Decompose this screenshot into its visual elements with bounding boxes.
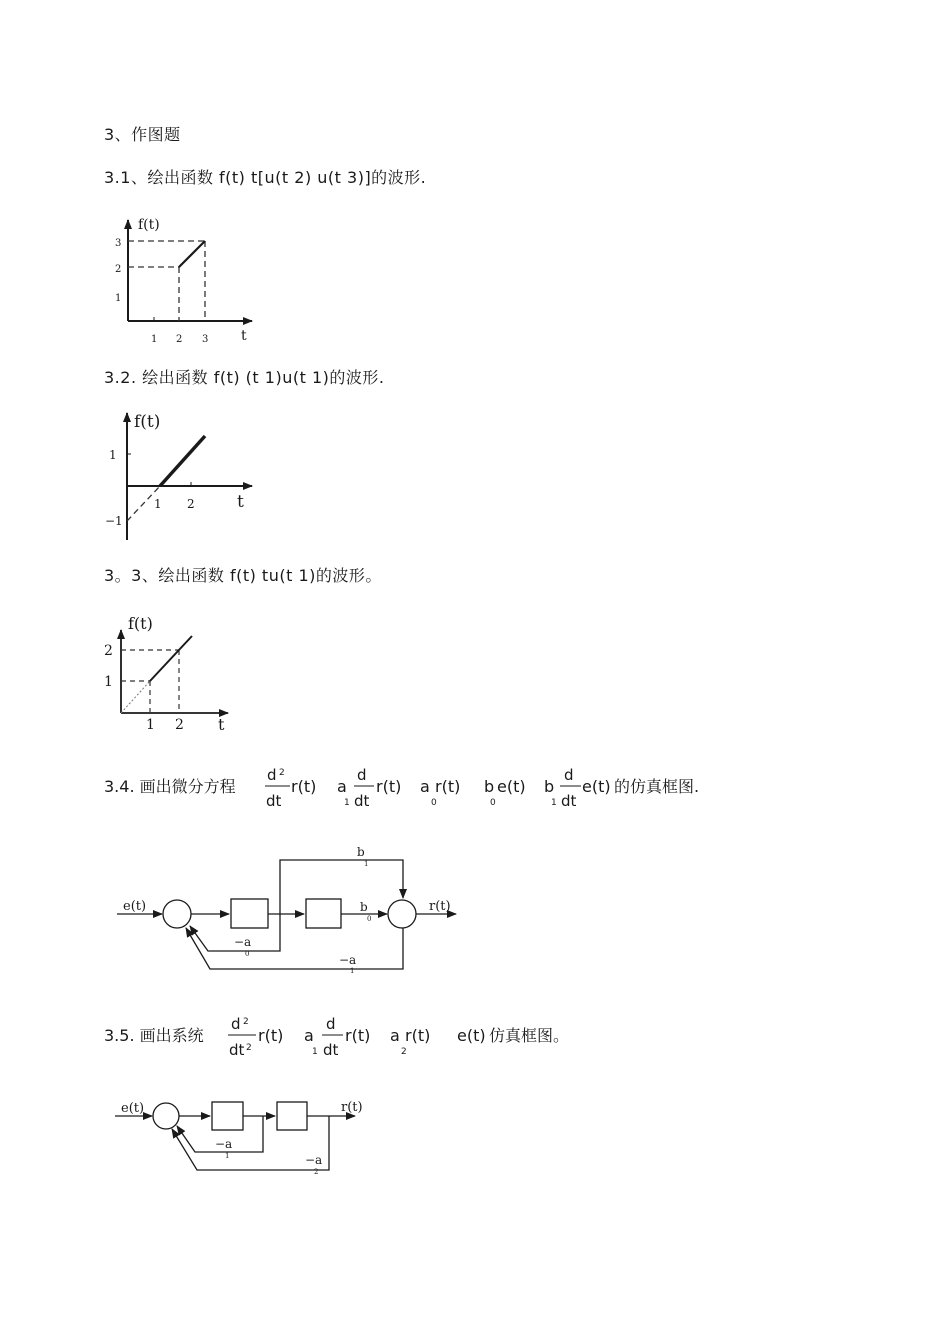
gain-sub: 2 bbox=[314, 1168, 319, 1176]
sub-1: 1 bbox=[312, 1047, 318, 1057]
frac-superscript: 2 bbox=[279, 768, 285, 778]
integrator-block-1 bbox=[231, 899, 268, 928]
coef-b1: b bbox=[544, 777, 555, 796]
waveform-ramp bbox=[160, 436, 205, 486]
gain-label-b1: b bbox=[357, 845, 365, 859]
x-tick-label: 2 bbox=[175, 717, 184, 733]
y-axis-label: f(t) bbox=[128, 614, 153, 633]
x-tick-label: 2 bbox=[176, 334, 183, 345]
summing-junction-2 bbox=[388, 900, 416, 928]
block-diagram-3-4 bbox=[117, 845, 456, 975]
frac-numerator: d bbox=[267, 766, 277, 784]
question-3-1: 3.1、绘出函数 f(t) t[u(t 2) u(t 3)]的波形. bbox=[104, 168, 427, 187]
y-axis-label: f(t) bbox=[134, 412, 161, 432]
output-label: r(t) bbox=[429, 899, 451, 914]
gain-label-b0: b bbox=[360, 900, 368, 914]
integrator-block-2 bbox=[277, 1102, 307, 1130]
y-tick-label: 1 bbox=[109, 448, 117, 462]
gain-label-a1: −a bbox=[215, 1137, 233, 1151]
frac-numerator: d bbox=[357, 766, 367, 784]
term-r: r(t) bbox=[258, 1026, 284, 1045]
term-r: r(t) bbox=[435, 777, 461, 796]
y-tick-label: 1 bbox=[115, 293, 122, 304]
y-tick-label: 3 bbox=[115, 238, 122, 249]
gain-label-a2: −a bbox=[305, 1153, 323, 1167]
input-label: e(t) bbox=[121, 1101, 145, 1116]
frac-superscript: 2 bbox=[243, 1017, 249, 1027]
coef-a0: a bbox=[420, 777, 430, 796]
dotted-extension bbox=[121, 681, 150, 713]
term-e: e(t) bbox=[497, 777, 526, 796]
waveform-segment bbox=[179, 241, 205, 267]
section-title: 3、作图题 bbox=[104, 125, 181, 144]
x-tick-label: 3 bbox=[202, 334, 209, 345]
term-r: r(t) bbox=[345, 1026, 371, 1045]
equation-prefix: 3.5. 画出系统 bbox=[104, 1026, 204, 1045]
summing-junction bbox=[153, 1103, 179, 1129]
feedback-path-a1 bbox=[186, 928, 403, 969]
block-diagram-3-5 bbox=[115, 1100, 363, 1176]
output-label: r(t) bbox=[341, 1100, 363, 1115]
term-r: r(t) bbox=[376, 777, 402, 796]
y-tick-label: 1 bbox=[104, 674, 113, 690]
gain-sub: 1 bbox=[350, 967, 355, 975]
frac-superscript: 2 bbox=[246, 1043, 252, 1053]
x-axis-label: t bbox=[241, 328, 247, 344]
y-tick-label: 2 bbox=[104, 643, 113, 659]
input-label: e(t) bbox=[123, 899, 147, 914]
equation-3-4 bbox=[104, 766, 699, 810]
waveform-ramp bbox=[150, 636, 192, 681]
frac-numerator: d bbox=[326, 1015, 336, 1033]
frac-denominator: dt bbox=[266, 792, 282, 810]
frac-denominator: dt bbox=[323, 1041, 339, 1059]
y-tick-label: 2 bbox=[115, 264, 122, 275]
frac-numerator: d bbox=[564, 766, 574, 784]
sub-0: 0 bbox=[431, 798, 437, 808]
equation-suffix: 仿真框图。 bbox=[489, 1026, 570, 1045]
integrator-block-2 bbox=[306, 899, 341, 928]
figure-3-1 bbox=[115, 217, 252, 345]
coef-a1: a bbox=[337, 777, 347, 796]
term-r: r(t) bbox=[291, 777, 317, 796]
figure-3-3 bbox=[104, 614, 228, 734]
x-axis-label: t bbox=[237, 492, 244, 512]
term-r: r(t) bbox=[405, 1026, 431, 1045]
gain-sub: 1 bbox=[225, 1152, 230, 1160]
frac-denominator: dt bbox=[229, 1041, 245, 1059]
x-axis-label: t bbox=[218, 715, 225, 734]
question-3-3: 3。3、绘出函数 f(t) tu(t 1)的波形。 bbox=[104, 566, 382, 585]
y-tick-label: −1 bbox=[105, 514, 123, 528]
sub-1: 1 bbox=[551, 798, 557, 808]
equation-prefix: 3.4. 画出微分方程 bbox=[104, 777, 236, 796]
gain-label-a0: −a bbox=[234, 935, 252, 949]
question-3-2: 3.2. 绘出函数 f(t) (t 1)u(t 1)的波形. bbox=[104, 368, 385, 387]
gain-sub: 0 bbox=[245, 950, 250, 958]
sub-1: 1 bbox=[344, 798, 350, 808]
summing-junction-1 bbox=[163, 900, 191, 928]
sub-0: 0 bbox=[490, 798, 496, 808]
term-e: e(t) bbox=[457, 1026, 486, 1045]
frac-denominator: dt bbox=[354, 792, 370, 810]
equation-suffix: 的仿真框图. bbox=[614, 777, 700, 796]
gain-label-a1: −a bbox=[339, 953, 357, 967]
figure-3-2 bbox=[105, 412, 252, 540]
equation-3-5 bbox=[104, 1015, 569, 1059]
x-tick-label: 1 bbox=[146, 717, 155, 733]
coef-b0: b bbox=[484, 777, 495, 796]
x-tick-label: 1 bbox=[151, 334, 158, 345]
frac-denominator: dt bbox=[561, 792, 577, 810]
integrator-block-1 bbox=[212, 1102, 243, 1130]
gain-sub: 0 bbox=[367, 915, 372, 923]
coef-a2: a bbox=[390, 1026, 400, 1045]
frac-numerator: d bbox=[231, 1015, 241, 1033]
x-tick-label: 1 bbox=[154, 497, 162, 511]
gain-sub: 1 bbox=[364, 860, 369, 868]
x-tick-label: 2 bbox=[187, 497, 195, 511]
term-e: e(t) bbox=[582, 777, 611, 796]
sub-2: 2 bbox=[401, 1047, 407, 1057]
coef-a1: a bbox=[304, 1026, 314, 1045]
y-axis-label: f(t) bbox=[138, 217, 160, 233]
